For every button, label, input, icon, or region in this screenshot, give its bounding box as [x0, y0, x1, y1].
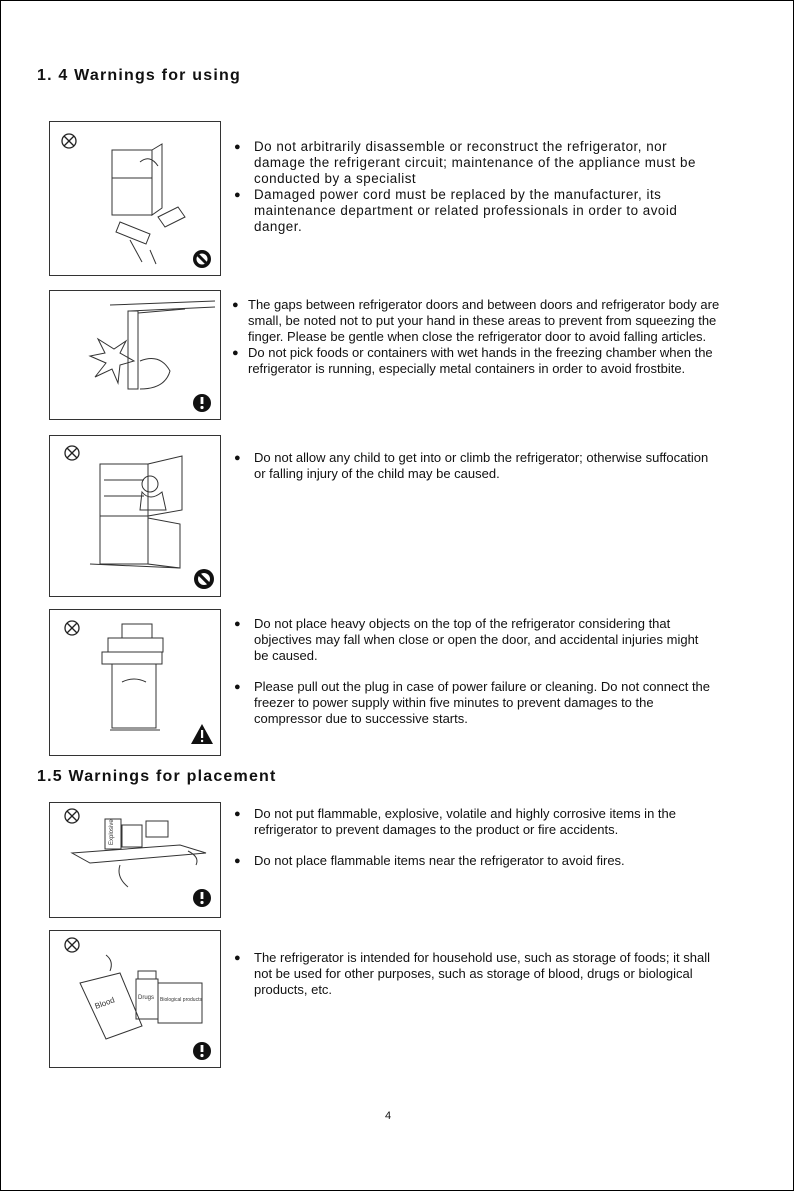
prohibited-circle-icon: [65, 446, 79, 460]
illustration-panel-flammable: [49, 802, 221, 918]
prohibited-circle-icon: [65, 938, 79, 952]
exclamation-icon: [193, 889, 211, 907]
warning-item: ● Please pull out the plug in case of power failure or cleaning. Do not connect the freezer to power supply within five minutes to prevent damages to the compressor due to successive starts.: [232, 679, 712, 727]
explosive-label: Explosive: [109, 819, 115, 845]
child-refrigerator-drawing: [90, 456, 182, 568]
blood-label: Blood: [93, 995, 116, 1011]
shelf-drawing: [72, 819, 206, 887]
section-title-warnings-placement: 1.5 Warnings for placement: [37, 768, 277, 785]
illustration-panel-household-use: [49, 930, 221, 1068]
drugs-label: Drugs: [138, 995, 155, 1001]
warning-text-block-6: [232, 950, 712, 998]
prohibited-circle-icon: [62, 134, 76, 148]
warning-item: ● Damaged power cord must be replaced by the manufacturer, its maintenance department or related professionals in order to avoid danger.: [232, 187, 712, 235]
illustration-panel-heavy-objects: [49, 609, 221, 756]
warning-text-block-3: [232, 450, 712, 482]
warning-item: ● The gaps between refrigerator doors and between doors and refrigerator body are small, be noted not to put your hand in these areas to prevent from squeezing the finger. Please be gentle when close the refrigerator door to avoid falling articles.: [230, 297, 755, 345]
biological-label: Biological products: [160, 997, 202, 1003]
warning-item: ● Do not pick foods or containers with wet hands in the freezing chamber when the refrigerator is running, especially metal containers in order to avoid frostbite.: [230, 345, 755, 377]
illustration-panel-child: [49, 435, 221, 597]
warning-item: ● Do not place flammable items near the refrigerator to avoid fires.: [232, 853, 712, 869]
prohibited-circle-icon: [65, 809, 79, 823]
illustration-panel-disassemble: [49, 121, 221, 276]
warning-item: ● The refrigerator is intended for household use, such as storage of foods; it shall not be used for other purposes, such as storage of blood, drugs or biological products, etc.: [232, 950, 712, 998]
warning-text-block-5: [232, 806, 712, 869]
warning-item: ● Do not place heavy objects on the top of the refrigerator considering that objectives may fall when close or open the door, and accidental injuries might be caused.: [232, 616, 712, 664]
warning-text-block-1: [232, 139, 712, 235]
warning-text-block-2: [230, 297, 755, 377]
page-number: 4: [385, 1110, 392, 1122]
no-entry-icon: [194, 569, 214, 589]
exclamation-icon: [193, 1042, 211, 1060]
illustration-panel-door-gap: [49, 290, 221, 420]
refrigerator-drawing: [112, 144, 185, 264]
warning-triangle-icon: [191, 724, 213, 744]
section-title-warnings-using: 1. 4 Warnings for using: [37, 67, 241, 84]
exclamation-icon: [193, 394, 211, 412]
door-hand-drawing: [90, 301, 215, 389]
heavy-objects-drawing: [102, 624, 163, 730]
warning-item: ● Do not put flammable, explosive, volatile and highly corrosive items in the refrigerator to prevent damages to the product or fire accidents.: [232, 806, 712, 838]
warning-text-block-4: [232, 616, 712, 727]
prohibited-circle-icon: [65, 621, 79, 635]
warning-item: ● Do not arbitrarily disassemble or reconstruct the refrigerator, nor damage the refrigerant circuit; maintenance of the appliance must be conducted by a specialist: [232, 139, 712, 187]
no-entry-icon: [193, 250, 211, 268]
warning-item: ● Do not allow any child to get into or climb the refrigerator; otherwise suffocation or falling injury of the child may be caused.: [232, 450, 712, 482]
